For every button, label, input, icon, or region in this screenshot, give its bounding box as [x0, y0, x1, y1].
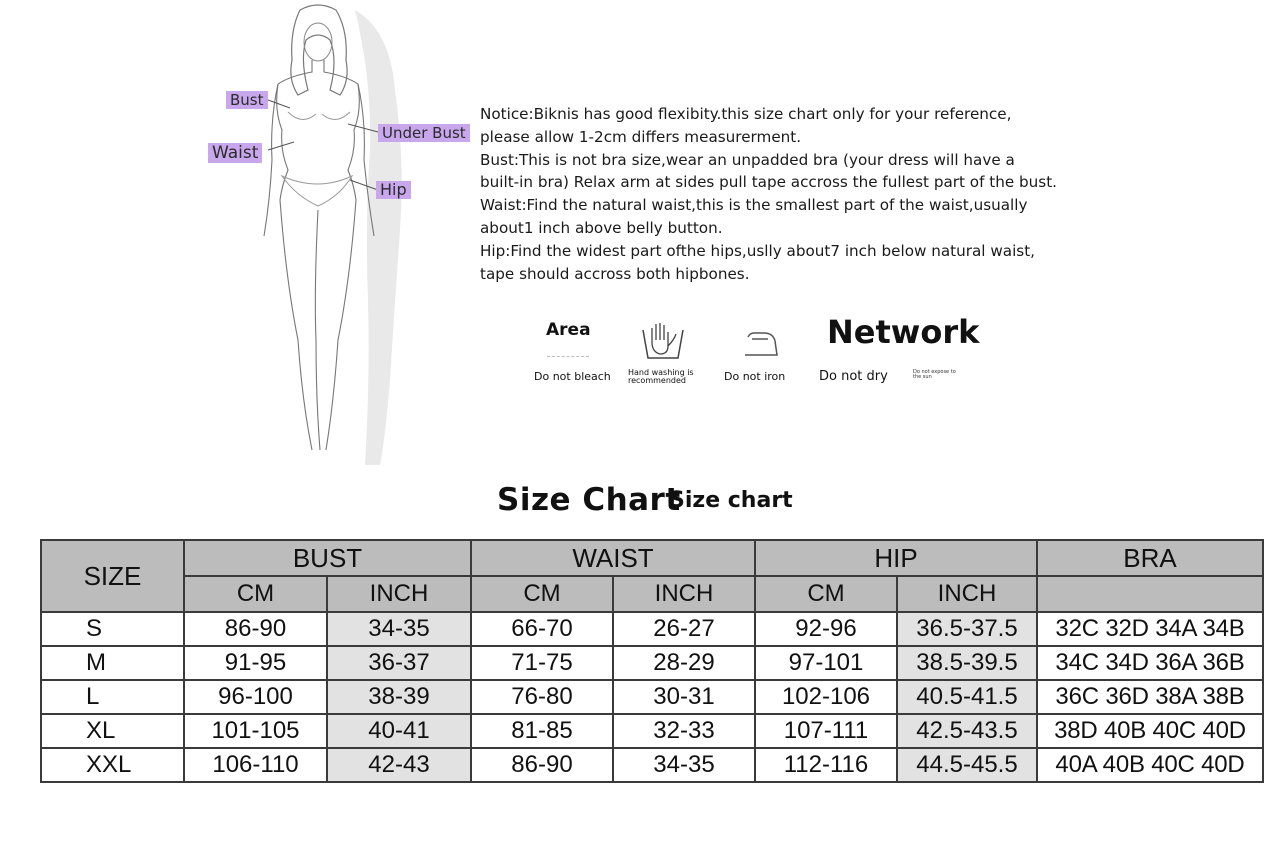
hip-cm-cell: 97-101 [755, 646, 897, 680]
notice-line: Notice:Biknis has good flexibity.this size chart only for your reference, [480, 105, 1012, 123]
waist-label: Waist [208, 143, 262, 163]
model-figure-illustration [190, 0, 450, 470]
size-header: SIZE [41, 540, 184, 612]
bust-cm-cell: 86-90 [184, 612, 327, 646]
hip-inch-cell: 44.5-45.5 [897, 748, 1037, 782]
bust-inch-cell: 36-37 [327, 646, 471, 680]
bust-cm-cell: 106-110 [184, 748, 327, 782]
notice-line: tape should accross both hipbones. [480, 264, 750, 283]
notice-line: Bust:This is not bra size,wear an unpadded bra (your dress will have a [480, 150, 1015, 169]
no-sun-label: Do not expose to the sun [913, 369, 956, 380]
hip-inch-cell: 42.5-43.5 [897, 714, 1037, 748]
bra-cell: 32C 32D 34A 34B [1037, 612, 1263, 646]
bra-cell: 36C 36D 38A 38B [1037, 680, 1263, 714]
waist-inch-cell: 32-33 [613, 714, 755, 748]
waist-cm-cell: 86-90 [471, 748, 613, 782]
notice-line: built-in bra) Relax arm at sides pull tape accross the fullest part of the bust. [480, 173, 1057, 192]
unit-header: CM [755, 576, 897, 612]
no-iron-label: Do not iron [724, 370, 786, 383]
size-chart-title: Size Chart [497, 482, 681, 518]
hip-label: Hip [376, 181, 411, 199]
bust-inch-cell: 42-43 [327, 748, 471, 782]
notice-line: Hip:Find the widest part ofthe hips,uslly about7 inch below natural waist, [480, 241, 1035, 260]
measurement-notice [480, 103, 1120, 285]
under-bust-label: Under Bust [378, 124, 470, 142]
size-table [40, 539, 1264, 783]
waist-cm-cell: 71-75 [471, 646, 613, 680]
notice-line: Waist:Find the natural waist,this is the smallest part of the waist,usually [480, 196, 1028, 215]
model-figure [190, 0, 466, 470]
size-cell: XL [41, 714, 184, 748]
waist-inch-cell: 34-35 [613, 748, 755, 782]
area-divider [547, 356, 589, 357]
no-bleach-label: Do not bleach [534, 370, 611, 383]
hand-wash-icon [640, 320, 686, 362]
hip-inch-cell: 36.5-37.5 [897, 612, 1037, 646]
table-unit-row [41, 576, 1263, 612]
table-header-row [41, 540, 1263, 576]
bust-inch-cell: 38-39 [327, 680, 471, 714]
bust-inch-cell: 34-35 [327, 612, 471, 646]
hand-wash-label: Hand washing is recommended [628, 368, 694, 385]
hip-cm-cell: 112-116 [755, 748, 897, 782]
table-row [41, 646, 1263, 680]
table-row [41, 714, 1263, 748]
area-label: Area [546, 320, 591, 340]
bust-label: Bust [226, 91, 268, 109]
bust-cm-cell: 91-95 [184, 646, 327, 680]
unit-header: INCH [897, 576, 1037, 612]
hip-cm-cell: 107-111 [755, 714, 897, 748]
hip-inch-cell: 40.5-41.5 [897, 680, 1037, 714]
hip-cm-cell: 102-106 [755, 680, 897, 714]
bust-cm-cell: 96-100 [184, 680, 327, 714]
unit-header: CM [471, 576, 613, 612]
notice-line: please allow 1-2cm differs measurerment. [480, 127, 802, 146]
hip-inch-cell: 38.5-39.5 [897, 646, 1037, 680]
waist-cm-cell: 76-80 [471, 680, 613, 714]
bra-cell: 34C 34D 36A 36B [1037, 646, 1263, 680]
size-chart-subtitle: Size chart [669, 488, 793, 513]
notice-line: about1 inch above belly button. [480, 218, 723, 237]
bra-unit-header [1037, 576, 1263, 612]
waist-inch-cell: 26-27 [613, 612, 755, 646]
unit-header: INCH [327, 576, 471, 612]
size-cell: S [41, 612, 184, 646]
size-cell: L [41, 680, 184, 714]
table-row [41, 748, 1263, 782]
unit-header: INCH [613, 576, 755, 612]
network-label: Network [827, 313, 980, 351]
iron-icon [742, 325, 780, 359]
size-cell: M [41, 646, 184, 680]
bust-inch-cell: 40-41 [327, 714, 471, 748]
no-dry-label: Do not dry [819, 369, 888, 384]
size-cell: XXL [41, 748, 184, 782]
bra-cell: 38D 40B 40C 40D [1037, 714, 1263, 748]
waist-cm-cell: 66-70 [471, 612, 613, 646]
hip-header: HIP [755, 540, 1037, 576]
unit-header: CM [184, 576, 327, 612]
waist-inch-cell: 28-29 [613, 646, 755, 680]
hip-cm-cell: 92-96 [755, 612, 897, 646]
bra-cell: 40A 40B 40C 40D [1037, 748, 1263, 782]
bra-header: BRA [1037, 540, 1263, 576]
table-row [41, 680, 1263, 714]
waist-cm-cell: 81-85 [471, 714, 613, 748]
bust-header: BUST [184, 540, 471, 576]
table-row [41, 612, 1263, 646]
bust-cm-cell: 101-105 [184, 714, 327, 748]
waist-inch-cell: 30-31 [613, 680, 755, 714]
waist-header: WAIST [471, 540, 755, 576]
